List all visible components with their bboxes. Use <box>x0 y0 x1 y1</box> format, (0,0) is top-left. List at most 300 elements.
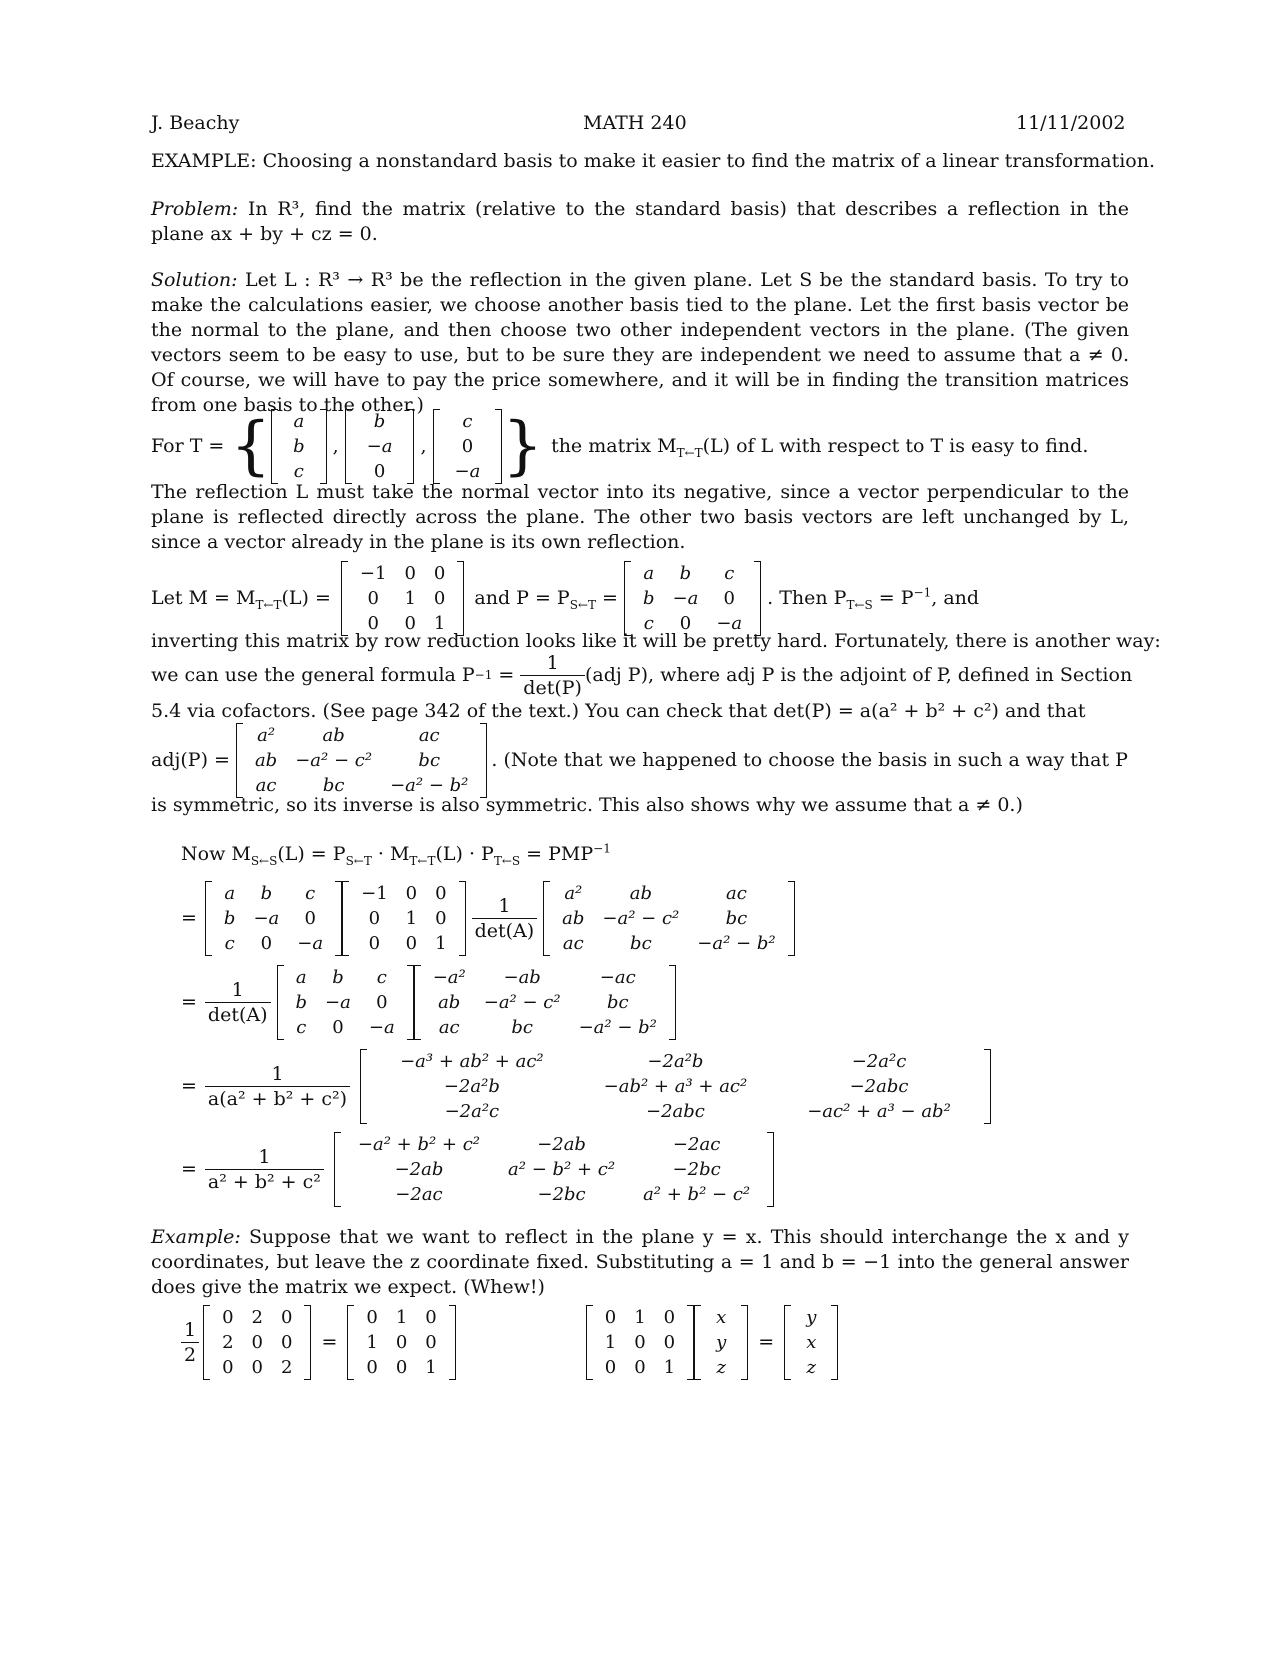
matrix-table <box>553 881 784 956</box>
adj-line <box>151 720 1128 800</box>
matrix-row <box>634 561 751 586</box>
basis-vector-3 <box>433 409 503 484</box>
step3-R <box>360 1049 991 1124</box>
basis-vector-1 <box>271 409 327 484</box>
and-eq: = <box>602 587 618 609</box>
matrix-cell: 0 <box>634 1331 646 1353</box>
formula-fraction <box>520 651 585 700</box>
matrix-table <box>281 409 317 484</box>
comma: , <box>332 435 339 457</box>
then-p2: = P <box>878 587 914 609</box>
matrix-cell: 0 <box>425 1306 437 1328</box>
adj-note: . (Note that we happened to choose the basis in such a way that P <box>491 749 1128 771</box>
formula-pre: we can use the general formula P <box>151 664 475 686</box>
matrix-cell: ac <box>438 1016 460 1038</box>
now-c: · M <box>371 843 410 865</box>
matrix-row <box>281 409 317 434</box>
symmetric-text: is symmetric, so its inverse is also symmetric. This also shows why we assume that a ≠ 0.) <box>151 794 1023 816</box>
matrix-row <box>287 990 404 1015</box>
matrix-table <box>352 881 455 956</box>
matrix-cell: a <box>643 562 655 584</box>
step1-M <box>342 881 465 956</box>
fraction-den: 2 <box>184 1343 197 1366</box>
matrix-row <box>794 1355 828 1380</box>
matrix-cell: −ac <box>599 966 636 988</box>
matrix-cell: 1 <box>604 1331 617 1353</box>
matrix-cell: 0 <box>425 1331 437 1353</box>
fraction-num: 1 <box>205 1145 324 1170</box>
matrix-cell: 0 <box>604 1306 617 1328</box>
step2-R <box>414 965 676 1040</box>
matrix-cell: −2a²c <box>444 1100 500 1122</box>
now-line <box>181 841 611 868</box>
matrix-cell: 0 <box>373 460 386 482</box>
final-C <box>586 1305 694 1380</box>
now-ds: T←S <box>493 853 521 868</box>
adj-label: adj(P) = <box>151 749 230 771</box>
matrix-cell: 0 <box>367 587 379 609</box>
now-es: −1 <box>593 841 611 856</box>
header-date: 11/11/2002 <box>1016 112 1126 134</box>
matrix-row <box>553 881 784 906</box>
final-B <box>347 1305 455 1380</box>
matrix-row <box>287 1015 404 1040</box>
matrix-cell: 1 <box>433 612 446 634</box>
step-2 <box>181 962 676 1042</box>
now-e: = PMP <box>520 843 594 865</box>
basis-vector-2 <box>345 409 415 484</box>
matrix-cell: c <box>305 882 316 904</box>
matrix-cell: b <box>642 587 655 609</box>
fraction-den: det(A) <box>474 919 535 942</box>
now-a: Now M <box>181 843 251 865</box>
matrix-cell: −a² − c² <box>602 907 680 929</box>
matrix-cell: 0 <box>376 991 388 1013</box>
matrix-cell: 0 <box>663 1331 676 1353</box>
matrix-row <box>344 1182 764 1207</box>
fraction-den: a(a² + b² + c²) <box>207 1087 348 1110</box>
example-text: Suppose that we want to reflect in the plane y = x. This should interchange the x and y coordinates, but leave the z coordinate fixed. Substituting a = 1 and b = −1 into the general answer does give the matrix we expect. (Whew!) <box>151 1226 1129 1298</box>
matrix-cell: ab <box>562 907 585 929</box>
eq-sign: = <box>181 1158 197 1180</box>
matrix-row <box>355 434 405 459</box>
matrix-row <box>351 561 454 586</box>
matrix-cell: c <box>462 410 473 432</box>
matrix-cell: 0 <box>433 562 446 584</box>
matrix-cell: −2ac <box>395 1183 443 1205</box>
step4-R <box>334 1132 774 1207</box>
matrix-M <box>341 561 464 636</box>
matrix-row <box>704 1355 738 1380</box>
matrix-cell: z <box>716 1356 726 1378</box>
step4-fraction <box>205 1145 324 1194</box>
matrix-row <box>443 409 493 434</box>
basis-suffix-text2: (L) of L with respect to T is easy to find. <box>702 435 1089 457</box>
matrix-row <box>357 1355 445 1380</box>
matrix-row <box>352 931 455 956</box>
matrix-cell: −2a²c <box>851 1050 907 1072</box>
matrix-table <box>287 965 404 1040</box>
step-3 <box>181 1046 991 1126</box>
matrix-cell: −2a²b <box>443 1075 500 1097</box>
let-text <box>151 587 331 612</box>
matrix-cell: −a² − c² <box>483 991 561 1013</box>
problem-text: In R³, find the matrix (relative to the standard basis) that describes a reflection in the plane ax + by + cz = 0. <box>151 198 1129 245</box>
matrix-cell: ab <box>254 749 278 771</box>
matrix-cell: −2a²b <box>647 1050 704 1072</box>
now-bs: S←T <box>345 853 372 868</box>
matrix-cell: a² + b² − c² <box>643 1183 751 1205</box>
step1-fraction <box>472 894 538 943</box>
matrix-cell: bc <box>322 774 345 796</box>
matrix-row <box>634 586 751 611</box>
matrix-cell: y <box>716 1331 727 1353</box>
matrix-cell: 0 <box>251 1331 263 1353</box>
matrix-cell: −a² − b² <box>578 1016 657 1038</box>
matrix-cell: 0 <box>367 612 379 634</box>
matrix-cell: 0 <box>332 1016 344 1038</box>
matrix-cell: c <box>724 562 735 584</box>
matrix-cell: ac <box>418 724 440 746</box>
matrix-cell: b <box>260 882 273 904</box>
matrix-table <box>634 561 751 636</box>
matrix-table <box>351 561 454 636</box>
now-as: S←S <box>250 853 278 868</box>
matrix-row <box>596 1355 684 1380</box>
and-sub: S←T <box>569 597 596 612</box>
left-brace: { <box>230 409 272 483</box>
matrix-cell: 0 <box>663 1306 676 1328</box>
matrix-row <box>424 990 666 1015</box>
matrix-cell: ab <box>322 724 345 746</box>
step2-fraction <box>205 978 271 1027</box>
example-title: EXAMPLE: Choosing a nonstandard basis to make it easier to find the matrix of a linear transformation. <box>151 150 1156 172</box>
matrix-cell: −a² + b² + c² <box>357 1133 481 1155</box>
matrix-row <box>215 906 332 931</box>
matrix-cell: −a <box>716 612 743 634</box>
matrix-row <box>213 1305 301 1330</box>
problem-paragraph <box>151 197 1129 247</box>
and-p: and P = P <box>474 587 570 609</box>
matrix-cell: 0 <box>395 1356 408 1378</box>
matrix-cell: a <box>224 882 236 904</box>
matrix-cell: 1 <box>663 1356 676 1378</box>
matrix-cell: −1 <box>361 882 388 904</box>
matrix-cell: 0 <box>433 587 446 609</box>
matrix-cell: 0 <box>604 1356 617 1378</box>
header-course: MATH 240 <box>583 112 687 134</box>
matrix-cell: 1 <box>404 587 416 609</box>
matrix-cell: −ab² + a³ + ac² <box>603 1075 748 1097</box>
fraction-num: 1 <box>205 978 271 1003</box>
matrix-row <box>596 1330 684 1355</box>
matrix-cell: −a <box>454 460 481 482</box>
matrix-cell: −a³ + ab² + ac² <box>400 1050 544 1072</box>
step2-P <box>277 965 414 1040</box>
final-line <box>181 1302 838 1382</box>
matrix-row <box>344 1132 764 1157</box>
eq-sign: = <box>321 1331 338 1353</box>
matrix-cell: bc <box>418 749 441 771</box>
matrix-table <box>596 1305 684 1380</box>
matrix-cell: 0 <box>251 1356 263 1378</box>
and-text <box>474 587 618 612</box>
matrix-row <box>704 1330 738 1355</box>
matrix-cell: bc <box>511 1016 533 1038</box>
matrix-cell: 1 <box>425 1356 437 1378</box>
matrix-cell: −a² − b² <box>697 932 776 954</box>
eq-sign: = <box>181 991 197 1013</box>
eq-sign: = <box>758 1331 775 1353</box>
matrix-cell: ab <box>438 991 461 1013</box>
matrix-cell: ac <box>562 932 584 954</box>
matrix-cell: 0 <box>634 1356 646 1378</box>
matrix-cell: c <box>376 966 387 988</box>
now-cs: T←T <box>409 853 436 868</box>
matrix-cell: 0 <box>405 882 418 904</box>
matrix-cell: −1 <box>359 562 387 584</box>
matrix-cell: 0 <box>435 907 447 929</box>
basis-prefix: For T = <box>151 435 225 457</box>
let-line <box>151 558 1129 638</box>
matrix-row <box>424 1015 666 1040</box>
solution-text: Let L : R³ → R³ be the reflection in the given plane. Let S be the standard basis. To try to make the calculations easier, we choose another basis tied to the plane. Let the first basis vector be the normal to the plane, and then choose two other independent vectors in the plane. (The given vectors seem to be easy to use, but to be sure they are independent we need to assume that a ≠ 0. Of course, we will have to pay the price somewhere, and it will be in finding the transition matrices from one basis to the other.) <box>151 269 1129 416</box>
matrix-row <box>553 931 784 956</box>
matrix-table <box>443 409 493 484</box>
final-v <box>694 1305 748 1380</box>
matrix-table <box>424 965 666 1040</box>
matrix-cell: c <box>643 612 654 634</box>
matrix-table <box>357 1305 445 1380</box>
matrix-row <box>355 409 405 434</box>
matrix-cell: 0 <box>368 932 381 954</box>
matrix-cell: bc <box>725 907 748 929</box>
fraction-den: det(P) <box>523 676 582 699</box>
matrix-cell: bc <box>606 991 629 1013</box>
matrix-row <box>215 931 332 956</box>
matrix-cell: a <box>293 410 305 432</box>
matrix-cell: b <box>293 435 305 457</box>
matrix-cell: a² <box>257 724 276 746</box>
matrix-cell: 0 <box>404 562 416 584</box>
right-brace: } <box>502 409 544 483</box>
matrix-row <box>443 434 493 459</box>
matrix-cell: 0 <box>405 932 418 954</box>
step3-fraction <box>205 1062 350 1111</box>
matrix-cell: 0 <box>222 1356 234 1378</box>
matrix-table <box>246 723 477 798</box>
matrix-cell: 1 <box>366 1331 378 1353</box>
final-fraction <box>181 1318 199 1367</box>
matrix-cell: c <box>296 1016 307 1038</box>
fraction-den: det(A) <box>207 1003 268 1026</box>
matrix-cell: 1 <box>435 932 447 954</box>
matrix-cell: 0 <box>281 1306 293 1328</box>
matrix-row <box>704 1305 738 1330</box>
example-paragraph <box>151 1225 1129 1300</box>
matrix-cell: b <box>373 410 386 432</box>
matrix-cell: 0 <box>260 932 273 954</box>
basis-suffix-sub: T←T <box>676 445 703 460</box>
fraction-num: 1 <box>205 1062 350 1087</box>
matrix-P <box>624 561 761 636</box>
matrix-cell: 0 <box>366 1356 378 1378</box>
matrix-cell: −a² − c² <box>295 749 373 771</box>
basis-suffix <box>551 435 1089 460</box>
matrix-row <box>352 881 455 906</box>
matrix-cell: 0 <box>461 435 474 457</box>
matrix-row <box>246 748 477 773</box>
matrix-row <box>215 881 332 906</box>
then-p: . Then P <box>767 587 847 609</box>
matrix-cell: −a <box>297 932 324 954</box>
matrix-cell: ab <box>629 882 652 904</box>
then-text <box>767 585 980 612</box>
then-sub: T←S <box>846 597 873 612</box>
matrix-cell: y <box>806 1306 817 1328</box>
matrix-cell: 0 <box>723 587 735 609</box>
matrix-table <box>344 1132 764 1207</box>
matrix-cell: x <box>716 1306 727 1328</box>
matrix-cell: −a <box>672 587 699 609</box>
matrix-cell: −2bc <box>537 1183 586 1205</box>
matrix-cell: 0 <box>368 907 381 929</box>
matrix-row <box>553 906 784 931</box>
matrix-cell: 0 <box>304 907 316 929</box>
matrix-cell: ac <box>255 774 277 796</box>
fraction-den: a² + b² + c² <box>207 1170 321 1193</box>
eq-sign: = <box>181 907 197 929</box>
matrix-cell: 1 <box>395 1306 408 1328</box>
matrix-adj <box>236 723 487 798</box>
matrix-table <box>355 409 405 484</box>
matrix-cell: b <box>679 562 692 584</box>
cofactor-text: 5.4 via cofactors. (See page 342 of the text.) You can check that det(P) = a(a² + b² + c²) and that <box>151 700 1086 722</box>
matrix-cell: −a <box>366 435 393 457</box>
matrix-cell: −2abc <box>645 1100 705 1122</box>
matrix-row <box>351 586 454 611</box>
matrix-cell: −ac² + a³ − ab² <box>807 1100 951 1122</box>
basis-suffix-text: the matrix M <box>551 435 677 457</box>
now-b: (L) = P <box>277 843 346 865</box>
matrix-cell: −2abc <box>849 1075 909 1097</box>
fraction-num: 1 <box>181 1318 199 1343</box>
matrix-row <box>357 1330 445 1355</box>
matrix-cell: c <box>224 932 235 954</box>
matrix-cell: z <box>806 1356 817 1378</box>
matrix-table <box>370 1049 981 1124</box>
now-d: (L) · P <box>435 843 494 865</box>
formula-line: we can use the general formula P −1 = $\frac{1}{\det(P)}$ (adj P), where adj P is the adjoint of P, defined in Section <box>151 651 1133 699</box>
matrix-cell: 0 <box>435 882 447 904</box>
solution-label: Solution: <box>151 269 238 291</box>
matrix-cell: b <box>295 991 308 1013</box>
header-author: J. Beachy <box>151 112 240 134</box>
problem-label: Problem: <box>151 198 239 220</box>
let-p1: Let M = M <box>151 587 256 609</box>
final-A <box>203 1305 311 1380</box>
then-sup: −1 <box>913 585 932 600</box>
matrix-cell: b <box>332 966 344 988</box>
matrix-row <box>794 1305 828 1330</box>
matrix-cell: −a² − b² <box>390 774 469 796</box>
matrix-cell: −a <box>368 1016 395 1038</box>
matrix-row <box>213 1330 301 1355</box>
step-4 <box>181 1129 774 1209</box>
matrix-cell: 1 <box>634 1306 646 1328</box>
step-1 <box>181 878 795 958</box>
matrix-cell: 0 <box>679 612 692 634</box>
matrix-row <box>370 1074 981 1099</box>
matrix-cell: bc <box>630 932 652 954</box>
comma: , <box>420 435 427 457</box>
formula-post: (adj P), where adj P is the adjoint of P, defined in Section <box>584 664 1133 686</box>
matrix-row <box>370 1049 981 1074</box>
step1-P <box>205 881 342 956</box>
reflection-paragraph: The reflection L must take the normal vector into its negative, since a vector perpendicular to the plane is reflected directly across the plane. The other two basis vectors are left unchanged by L, since a vector already in the plane is its own reflection. <box>151 481 1129 553</box>
matrix-cell: −2bc <box>672 1158 721 1180</box>
matrix-cell: 0 <box>395 1331 408 1353</box>
matrix-row <box>357 1305 445 1330</box>
matrix-row <box>246 723 477 748</box>
matrix-row <box>352 906 455 931</box>
matrix-cell: −a <box>253 907 280 929</box>
matrix-cell: a² − b² + c² <box>508 1158 616 1180</box>
matrix-cell: −a <box>325 991 351 1013</box>
matrix-cell: 1 <box>405 907 418 929</box>
matrix-row <box>344 1157 764 1182</box>
matrix-cell: 0 <box>366 1306 378 1328</box>
matrix-table <box>213 1305 301 1380</box>
inverting-text: inverting this matrix by row reduction looks like it will be pretty hard. Fortunately, there is another way: <box>151 630 1161 652</box>
matrix-cell: c <box>293 460 304 482</box>
matrix-cell: a² <box>564 882 583 904</box>
matrix-row <box>370 1099 981 1124</box>
matrix-cell: −a² <box>432 966 466 988</box>
matrix-row <box>794 1330 828 1355</box>
matrix-table <box>704 1305 738 1380</box>
example-label: Example: <box>151 1226 241 1248</box>
matrix-cell: 2 <box>281 1356 293 1378</box>
matrix-row <box>281 434 317 459</box>
matrix-cell: ac <box>726 882 747 904</box>
matrix-cell: a <box>295 966 307 988</box>
matrix-cell: 0 <box>222 1306 234 1328</box>
formula-eq: = <box>498 664 515 686</box>
let-p1b: (L) = <box>281 587 331 609</box>
step1-adj <box>543 881 794 956</box>
eq-sign: = <box>181 1075 197 1097</box>
matrix-cell: −ab <box>503 966 541 988</box>
matrix-row <box>213 1355 301 1380</box>
basis-line <box>151 406 1088 486</box>
matrix-row <box>596 1305 684 1330</box>
matrix-cell: −2ab <box>394 1158 444 1180</box>
fraction-num: 1 <box>472 894 538 919</box>
matrix-cell: 0 <box>404 612 416 634</box>
final-w <box>784 1305 838 1380</box>
matrix-table <box>794 1305 828 1380</box>
matrix-table <box>215 881 332 956</box>
solution-paragraph <box>151 268 1129 418</box>
matrix-cell: 0 <box>281 1331 293 1353</box>
matrix-cell: x <box>806 1331 817 1353</box>
fraction-num: 1 <box>520 651 585 676</box>
matrix-cell: b <box>223 907 236 929</box>
matrix-cell: −2ab <box>537 1133 586 1155</box>
matrix-row <box>287 965 404 990</box>
matrix-cell: 2 <box>251 1306 263 1328</box>
